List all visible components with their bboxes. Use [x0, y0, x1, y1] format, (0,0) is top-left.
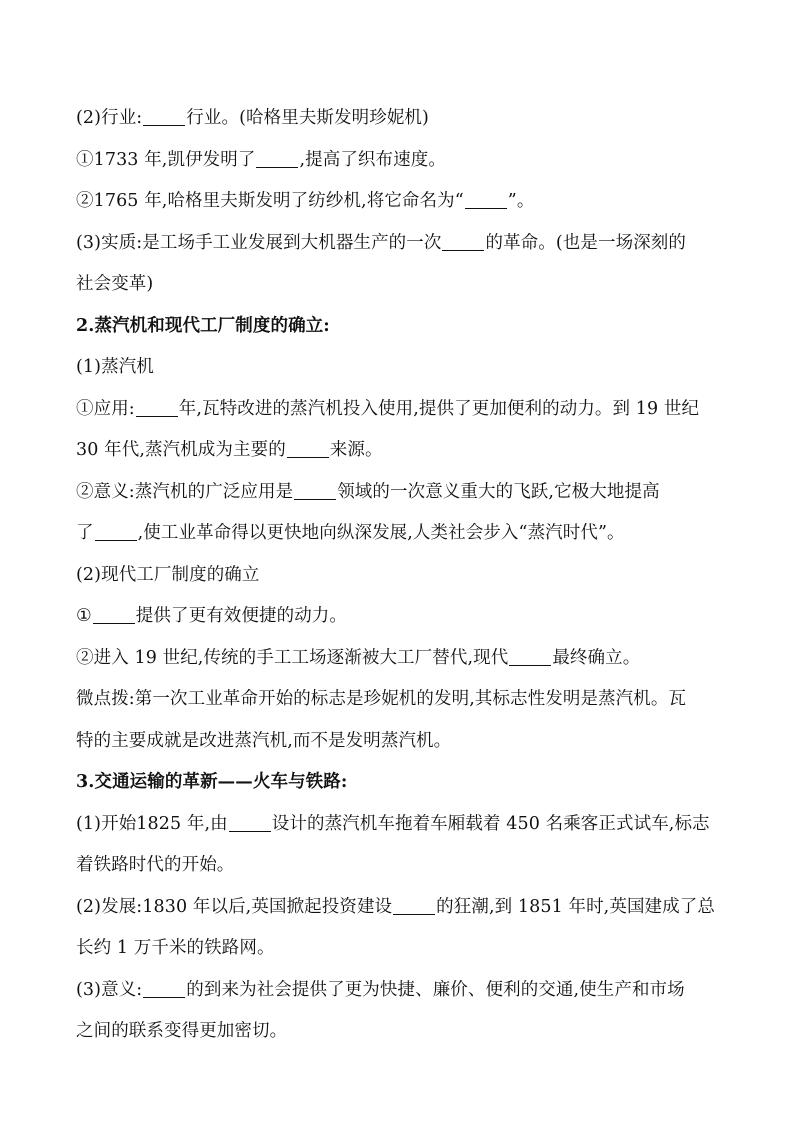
document-page: [76, 98, 726, 1053]
text-line: [76, 970, 726, 1012]
text-line: [76, 721, 726, 763]
text-line: [76, 181, 726, 223]
line-text: (2)现代工厂制度的确立: [76, 564, 260, 585]
line-text: (3)意义:: [76, 979, 143, 1000]
fill-in-blank: [509, 645, 551, 666]
line-text: ②1765 年,哈格里夫斯发明了纺纱机,将它命名为“: [76, 191, 464, 211]
line-text: ②进入 19 世纪,传统的手工工场逐渐被大工厂替代,现代: [76, 647, 509, 668]
fill-in-blank: [465, 188, 507, 209]
text-line: [76, 140, 726, 182]
fill-in-blank: [294, 479, 336, 500]
text-line: [76, 513, 726, 555]
text-line: [76, 389, 726, 431]
text-line: [76, 555, 726, 597]
text-line: [76, 679, 726, 721]
text-line: [76, 804, 726, 846]
text-line: [76, 845, 726, 887]
line-text: 2.蒸汽机和现代工厂制度的确立:: [76, 315, 330, 336]
fill-in-blank: [143, 977, 185, 998]
line-text: ①1733 年,凯伊发明了: [76, 149, 256, 170]
text-line: [76, 347, 726, 389]
section-heading: [76, 762, 726, 804]
fill-in-blank: [93, 603, 135, 624]
line-text: 最终确立。: [552, 647, 641, 668]
fill-in-blank: [256, 147, 298, 168]
line-text: ②意义:蒸汽机的广泛应用是: [76, 481, 294, 502]
text-line: [76, 264, 726, 306]
line-text: (1)开始1825 年,由: [76, 813, 228, 834]
line-text: ”。: [507, 191, 535, 211]
text-line: [76, 430, 726, 472]
fill-in-blank: [95, 520, 137, 541]
text-line: [76, 596, 726, 638]
line-text: ,使工业革命得以更快地向纵深发展,人类社会步入“蒸汽时代”。: [137, 523, 625, 543]
line-text: 提供了更有效便捷的动力。: [135, 606, 347, 626]
line-text: 着铁路时代的开始。: [76, 855, 235, 875]
line-text: (2)发展:1830 年以后,英国掀起投资建设: [76, 896, 393, 917]
section-heading: [76, 306, 726, 348]
line-text: 的狂潮,到 1851 年时,英国建成了总: [436, 896, 715, 917]
text-line: [76, 928, 726, 970]
text-line: [76, 98, 726, 140]
line-text: 来源。: [329, 440, 383, 460]
fill-in-blank: [229, 811, 271, 832]
line-text: 的革命。(也是一场深刻的: [485, 232, 687, 253]
line-text: 30 年代,蒸汽机成为主要的: [76, 440, 286, 460]
fill-in-blank: [287, 437, 329, 458]
line-text: 的到来为社会提供了更为快捷、廉价、便利的交通,使生产和市场: [186, 979, 685, 1000]
fill-in-blank: [442, 230, 484, 251]
line-text: 了: [76, 523, 94, 543]
line-text: 年,瓦特改进的蒸汽机投入使用,提供了更加便利的动力。到 19 世纪: [178, 398, 700, 419]
line-text: (1)蒸汽机: [76, 357, 154, 377]
line-text: (2)行业:: [76, 108, 143, 128]
line-text: ①应用:: [76, 398, 135, 419]
text-line: [76, 472, 726, 514]
text-line: [76, 887, 726, 929]
line-text: (3)实质:是工场手工业发展到大机器生产的一次: [76, 232, 442, 253]
line-text: 微点拨:第一次工业革命开始的标志是珍妮机的发明,其标志性发明是蒸汽机。瓦: [76, 689, 687, 709]
line-text: ,提高了织布速度。: [299, 149, 446, 170]
text-line: [76, 1011, 726, 1053]
text-line: [76, 638, 726, 680]
line-text: 3.交通运输的革新——火车与铁路:: [76, 772, 348, 792]
line-text: 设计的蒸汽机车拖着车厢载着 450 名乘客正式试车,标志: [271, 813, 710, 834]
fill-in-blank: [136, 396, 178, 417]
line-text: ①: [76, 606, 92, 626]
line-text: 社会变革): [76, 274, 154, 294]
fill-in-blank: [393, 894, 435, 915]
line-text: 特的主要成就是改进蒸汽机,而不是发明蒸汽机。: [76, 730, 452, 751]
line-text: 行业。(哈格里夫斯发明珍妮机): [186, 108, 429, 128]
fill-in-blank: [143, 105, 185, 126]
line-text: 领域的一次意义重大的飞跃,它极大地提高: [337, 481, 660, 502]
line-text: 长约 1 万千米的铁路网。: [76, 938, 275, 958]
line-text: 之间的联系变得更加密切。: [76, 1021, 288, 1041]
text-line: [76, 223, 726, 265]
